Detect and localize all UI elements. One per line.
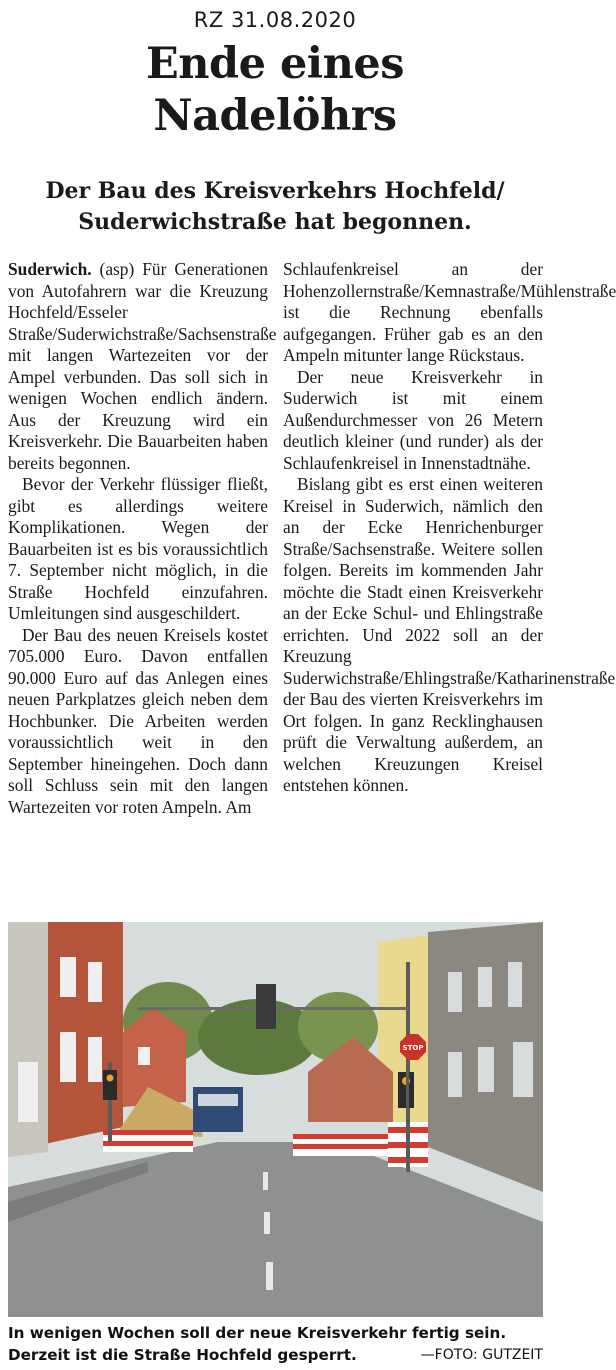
subheadline-line-1: Der Bau des Kreisverkehrs Hochfeld/: [45, 178, 505, 204]
caption-line-1: In wenigen Wochen soll der neue Kreisverkehr fertig sein.: [8, 1324, 507, 1342]
dateline: RZ 31.08.2020: [193, 8, 357, 32]
stop-sign-text: STOP: [402, 1044, 424, 1052]
subheadline: [0, 176, 550, 238]
dateline-place: Suderwich.: [8, 259, 92, 279]
street-construction-photo: [8, 922, 543, 1317]
photo-caption: [8, 1322, 543, 1366]
headline-line-1: Ende eines: [146, 39, 404, 89]
article-column-left: [8, 259, 277, 818]
article-paragraph-3-continued: Schlaufenkreisel an der Hohenzollernstraße/Kemnastraße/Mühlenstraße ist die Rechnung ebenfalls aufgegangen. Früher gab es an den Ampeln mitunter lange Rückstaus.: [283, 259, 616, 365]
subheadline-line-2: Suderwichstraße hat begonnen.: [78, 209, 472, 235]
article-paragraph-2: Bevor der Verkehr flüssiger fließt, gibt es allerdings weitere Komplikationen. Wegen der Bauarbeiten ist es bis voraussichtlich 7. September nicht möglich, in die Straße Hochfeld einzufahren. Umleitungen sind ausgeschildert.: [8, 474, 268, 623]
article-paragraph-4: Der neue Kreisverkehr in Suderwich ist mit einem Außendurchmesser von 26 Metern deutlich kleiner (und runder) als der Schlaufenkreisel in Innenstadtnähe.: [283, 366, 543, 473]
caption-line-2: Derzeit ist die Straße Hochfeld gesperrt.: [8, 1346, 357, 1364]
article-paragraph-1: [8, 259, 277, 474]
article-paragraph-3: Der Bau des neuen Kreisels kostet 705.000 Euro. Davon entfallen 90.000 Euro auf das Anlegen eines neuen Parkplatzes gleich neben dem Hochbunker. Die Arbeiten werden voraussichtlich weit in den September hineingehen. Doch dann soll Schluss sein mit den langen Wartezeiten vor roten Ampeln. Am: [8, 624, 268, 817]
article-paragraph-5: Bislang gibt es erst einen weiteren Kreisel in Suderwich, nämlich den an der Ecke Henrichenburger Straße/Sachsenstraße. Weitere sollen folgen. Bereits im kommenden Jahr möchte die Stadt einen Kreisverkehr an der Ecke Schul- und Ehlingstraße errichten. Und 2022 soll an der Kreuzung Suderwichstraße/Ehlingstraße/Katharinenstraße der Bau des vierten Kreisverkehrs im Ort folgen. In ganz Recklinghausen prüft die Verwaltung außerdem, an welchen Kreuzungen Kreisel entstehen können.: [283, 474, 616, 795]
headline: [0, 38, 550, 142]
headline-line-2: Nadelöhrs: [153, 91, 397, 141]
article-column-right: [283, 259, 616, 797]
photo-credit: —FOTO: GUTZEIT: [420, 1347, 543, 1363]
paragraph-1-body: (asp) Für Generationen von Autofahrern war die Kreuzung Hochfeld/Esseler Straße/Suderwichstraße/Sachsenstraße mit langen Wartezeiten vor der Ampel verbunden. Das soll sich in wenigen Wochen endlich ändern. Aus der Kreuzung wird ein Kreisverkehr. Die Bauarbeiten haben bereits begonnen.: [8, 259, 277, 473]
photo-illustration: [8, 922, 543, 1317]
